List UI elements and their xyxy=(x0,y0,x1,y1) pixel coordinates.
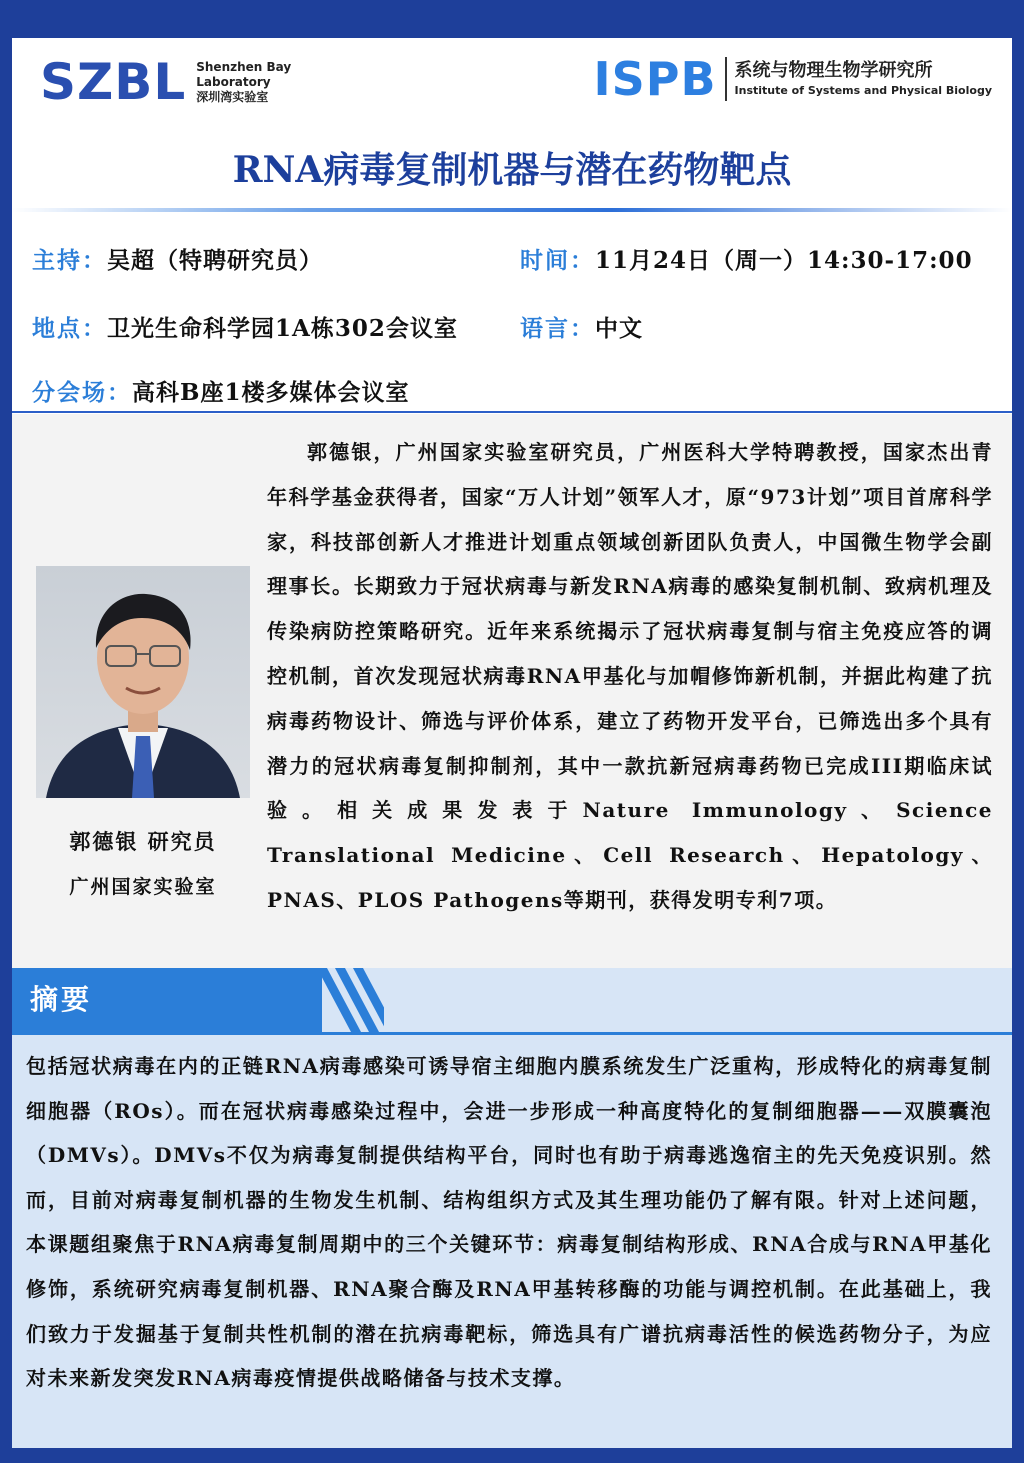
ispb-logo-separator xyxy=(725,57,727,101)
language-row xyxy=(520,310,643,343)
abstract-divider xyxy=(12,1032,1012,1035)
sub-venue-row xyxy=(32,374,409,407)
speaker-portrait-illustration xyxy=(36,566,250,798)
title-divider xyxy=(12,208,1012,212)
ispb-en: Institute of Systems and Physical Biology xyxy=(734,84,992,97)
host-value: 吴超（特聘研究员） xyxy=(107,247,323,274)
place-value: 卫光生命科学园1A栋302会议室 xyxy=(107,315,458,342)
ispb-logo-text xyxy=(735,59,992,99)
szbl-logo-text xyxy=(196,60,291,105)
szbl-cn: 深圳湾实验室 xyxy=(196,89,269,104)
szbl-logo-mark: SZBL xyxy=(40,53,187,111)
info-divider xyxy=(12,411,1012,413)
host-row xyxy=(32,242,323,275)
ispb-cn: 系统与物理生物学研究所 xyxy=(734,60,933,81)
abstract-section xyxy=(12,968,1012,1448)
place-row xyxy=(32,310,458,343)
speaker-section xyxy=(12,414,1012,968)
time-label: 时间： xyxy=(520,247,595,274)
ispb-logo xyxy=(593,52,992,106)
poster xyxy=(12,38,1012,1448)
sub-venue-value: 高科B座1楼多媒体会议室 xyxy=(132,379,410,406)
ispb-logo-mark: ISPB xyxy=(593,52,717,106)
place-label: 地点： xyxy=(32,315,107,342)
szbl-en-line2: Laboratory xyxy=(196,74,271,89)
top-frame-bar xyxy=(0,0,1024,38)
sub-venue-label: 分会场： xyxy=(32,379,132,406)
abstract-heading: 摘要 xyxy=(30,983,93,1016)
abstract-text: 包括冠状病毒在内的正链RNA病毒感染可诱导宿主细胞内膜系统发生广泛重构，形成特化的病毒复制细胞器（ROs）。而在冠状病毒感染过程中，会进一步形成一种高度特化的复制细胞器——双膜囊泡（DMVs）。DMVs不仅为病毒复制提供结构平台，同时也有助于病毒逃逸宿主的先天免疫识别。然而，目前对病毒复制机器的生物发生机制、结构组织方式及其生理功能仍了解有限。针对上述问题，本课题组聚焦于RNA病毒复制周期中的三个关键环节：病毒复制结构形成、RNA合成与RNA甲基化修饰，系统研究病毒复制机器、RNA聚合酶及RNA甲基转移酶的功能与调控机制。在此基础上，我们致力于发掘基于复制共性机制的潜在抗病毒靶标，筛选具有广谱抗病毒活性的候选药物分子，为应对未来新发突发RNA病毒疫情提供战略储备与技术支撑。 xyxy=(26,1054,992,1391)
host-label: 主持： xyxy=(32,247,107,274)
speaker-name: 郭德银 研究员 xyxy=(69,829,217,854)
szbl-logo xyxy=(40,52,291,112)
language-value: 中文 xyxy=(595,315,643,342)
language-label: 语言： xyxy=(520,315,595,342)
speaker-photo xyxy=(36,566,250,798)
abstract-tab xyxy=(12,968,384,1032)
szbl-en-line1: Shenzhen Bay xyxy=(196,59,292,74)
speaker-org: 广州国家实验室 xyxy=(69,876,217,898)
page-title: RNA病毒复制机器与潜在药物靶点 xyxy=(232,149,792,191)
speaker-bio: 郭德银，广州国家实验室研究员，广州医科大学特聘教授，国家杰出青年科学基金获得者，国家“万人计划”领军人才，原“973计划”项目首席科学家，科技部创新人才推进计划重点领域创新团队负责人，中国微生物学会副理事长。长期致力于冠状病毒与新发RNA病毒的感染复制机制、致病机理及传染病防控策略研究。近年来系统揭示了冠状病毒复制与宿主免疫应答的调控机制，首次发现冠状病毒RNA甲基化与加帽修饰新机制，并据此构建了抗病毒药物设计、筛选与评价体系，建立了药物开发平台，已筛选出多个具有潜力的冠状病毒复制抑制剂，其中一款抗新冠病毒药物已完成III期临床试验。相关成果发表于Nature Immunology、Science Translational Medicine、Cell Research、Hepatology、PNAS、PLOS Pathogens等期刊，获得发明专利7项。 xyxy=(267,440,993,912)
time-row xyxy=(520,242,973,275)
time-value: 11月24日（周一）14:30-17:00 xyxy=(595,247,973,274)
